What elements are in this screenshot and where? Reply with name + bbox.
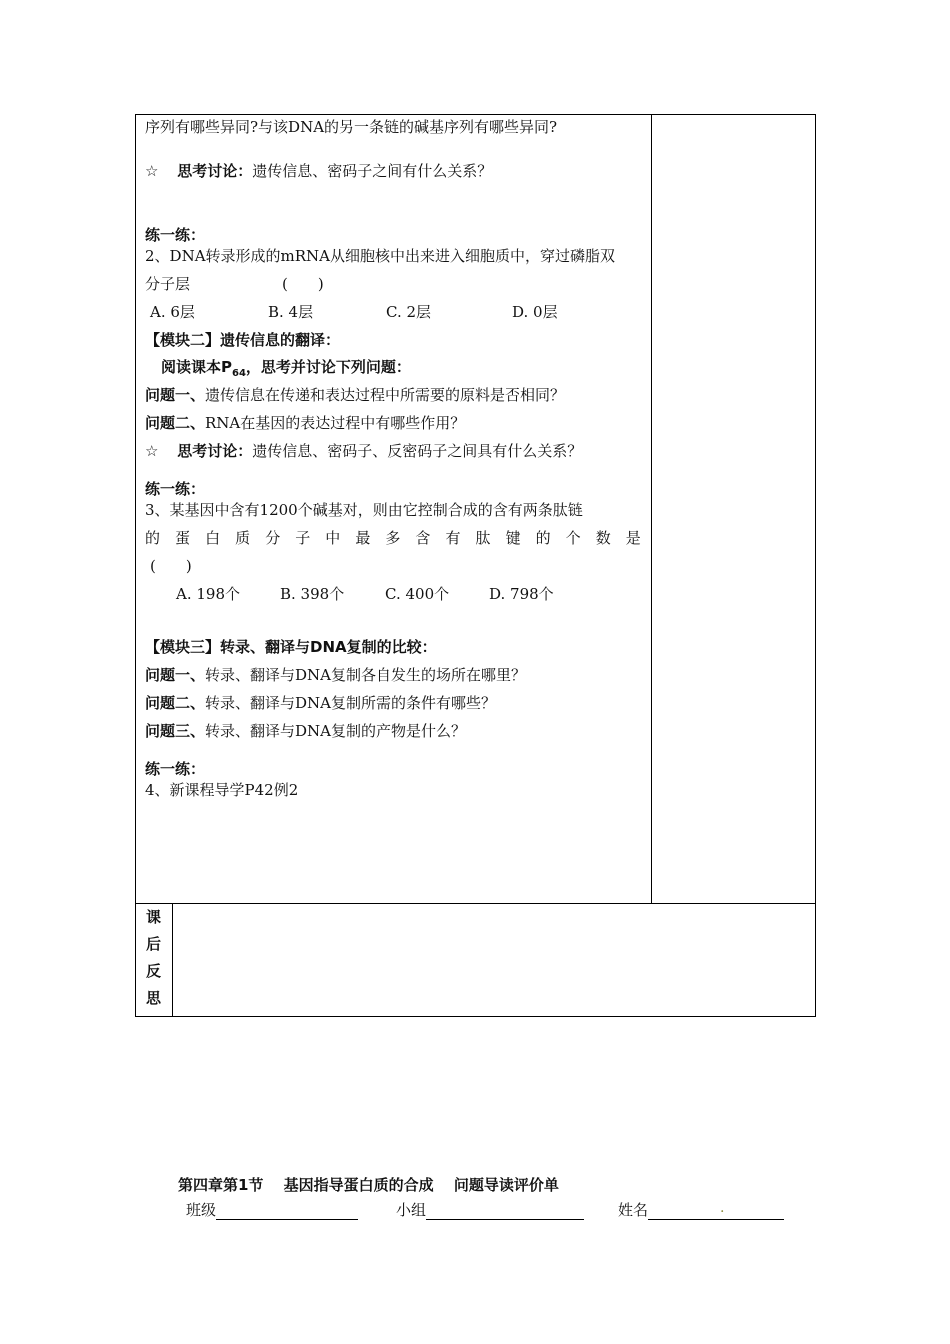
- star-icon: ☆: [145, 442, 159, 460]
- practice-2-answer-paren: ( ): [150, 557, 192, 575]
- practice-1-option-d: D. 0层: [512, 303, 558, 321]
- module-2-heading: 【模块二】遗传信息的翻译：: [145, 331, 341, 349]
- reflection-label-char: 后: [146, 935, 162, 953]
- text-char: 的: [145, 529, 161, 547]
- think-label: 思考讨论：: [177, 442, 253, 460]
- think-text: 遗传信息、密码子之间有什么关系？: [252, 162, 493, 180]
- table-bottom-border: [135, 1016, 816, 1017]
- class-label: 班级: [186, 1201, 217, 1219]
- text-char: 是: [625, 529, 641, 547]
- practice-1-answer-paren: ( ): [282, 275, 324, 293]
- star-icon: ☆: [145, 162, 159, 180]
- practice-1-question-line-2: 分子层: [145, 275, 191, 293]
- module-3-question-1: [145, 664, 526, 685]
- text-char: 有: [445, 529, 461, 547]
- group-field[interactable]: [426, 1203, 584, 1220]
- think-text: 遗传信息、密码子、反密码子之间具有什么关系？: [252, 442, 583, 460]
- question-label: 问题三、: [145, 722, 206, 740]
- module-2-reading-instruction: [161, 356, 411, 379]
- practice-3-question-line-1: 4、新课程导学P42例2: [145, 781, 299, 799]
- practice-2-option-b: B. 398个: [280, 585, 345, 603]
- practice-2-question-line-1: 3、某基因中含有1200个碱基对，则由它控制合成的含有两条肽链: [145, 501, 583, 519]
- text-char: 子: [295, 529, 311, 547]
- evaluation-sheet-title: 第四章第1节 基因指导蛋白质的合成 问题导读评价单: [178, 1176, 559, 1194]
- student-info-line: [186, 1199, 784, 1220]
- practice-1-option-c: C. 2层: [386, 303, 432, 321]
- name-label: 姓名: [618, 1201, 649, 1219]
- table-column-divider: [651, 114, 652, 903]
- text-char: 键: [505, 529, 521, 547]
- module-3-heading: 【模块三】转录、翻译与DNA复制的比较：: [145, 638, 437, 656]
- table-row-divider: [135, 903, 816, 904]
- class-field[interactable]: [216, 1203, 358, 1220]
- text-char: 肽: [475, 529, 491, 547]
- practice-1-question-line-1: 2、DNA转录形成的mRNA从细胞核中出来进入细胞质中，穿过磷脂双: [145, 247, 616, 265]
- text-char: 最: [355, 529, 371, 547]
- question-text: 转录、翻译与DNA复制的产物是什么？: [205, 722, 467, 740]
- name-field-dot: .: [720, 1200, 725, 1216]
- reading-prefix: 阅读课本P: [161, 358, 232, 376]
- question-label: 问题一、: [145, 666, 206, 684]
- text-char: 含: [415, 529, 431, 547]
- practice-2-question-line-2: [145, 527, 641, 548]
- question-text: 转录、翻译与DNA复制所需的条件有哪些？: [205, 694, 497, 712]
- practice-1-option-b: B. 4层: [268, 303, 314, 321]
- practice-heading-1: 练一练：: [145, 226, 206, 244]
- module-3-question-3: [145, 720, 466, 741]
- text-char: 的: [535, 529, 551, 547]
- practice-2-option-a: A. 198个: [176, 585, 240, 603]
- text-char: 质: [235, 529, 251, 547]
- text-char: 分: [265, 529, 281, 547]
- text-char: 蛋: [175, 529, 191, 547]
- text-char: 中: [325, 529, 341, 547]
- practice-1-option-a: A. 6层: [150, 303, 195, 321]
- think-discussion-1: [145, 160, 492, 181]
- text-char: 数: [595, 529, 611, 547]
- question-text: RNA在基因的表达过程中有哪些作用？: [205, 414, 466, 432]
- reflection-label-char: 反: [146, 962, 162, 980]
- text-char: 多: [385, 529, 401, 547]
- question-continuation-line: 序列有哪些异同?与该DNA的另一条链的碱基序列有哪些异同?: [145, 118, 558, 136]
- practice-2-option-d: D. 798个: [489, 585, 554, 603]
- practice-2-option-c: C. 400个: [385, 585, 450, 603]
- question-label: 问题二、: [145, 694, 206, 712]
- module-3-question-2: [145, 692, 496, 713]
- practice-heading-2: 练一练：: [145, 480, 206, 498]
- module-2-question-2: [145, 412, 465, 433]
- name-field[interactable]: [648, 1200, 784, 1220]
- table-left-border: [135, 114, 136, 1017]
- reflection-label-char: 课: [146, 908, 162, 926]
- question-text: 遗传信息在传递和表达过程中所需要的原料是否相同？: [205, 386, 566, 404]
- table-top-border: [135, 114, 816, 115]
- question-label: 问题二、: [145, 414, 206, 432]
- question-text: 转录、翻译与DNA复制各自发生的场所在哪里？: [205, 666, 527, 684]
- reflection-label-divider: [172, 903, 173, 1017]
- reflection-label-char: 思: [146, 989, 162, 1007]
- think-label: 思考讨论：: [177, 162, 253, 180]
- text-char: 白: [205, 529, 221, 547]
- reading-suffix: ，思考并讨论下列问题：: [245, 358, 411, 376]
- practice-heading-3: 练一练：: [145, 760, 206, 778]
- question-label: 问题一、: [145, 386, 206, 404]
- think-discussion-2: [145, 440, 582, 461]
- module-2-question-1: [145, 384, 565, 405]
- reading-page-number: 64: [232, 368, 246, 379]
- group-label: 小组: [396, 1201, 427, 1219]
- table-right-border: [815, 114, 816, 1017]
- text-char: 个: [565, 529, 581, 547]
